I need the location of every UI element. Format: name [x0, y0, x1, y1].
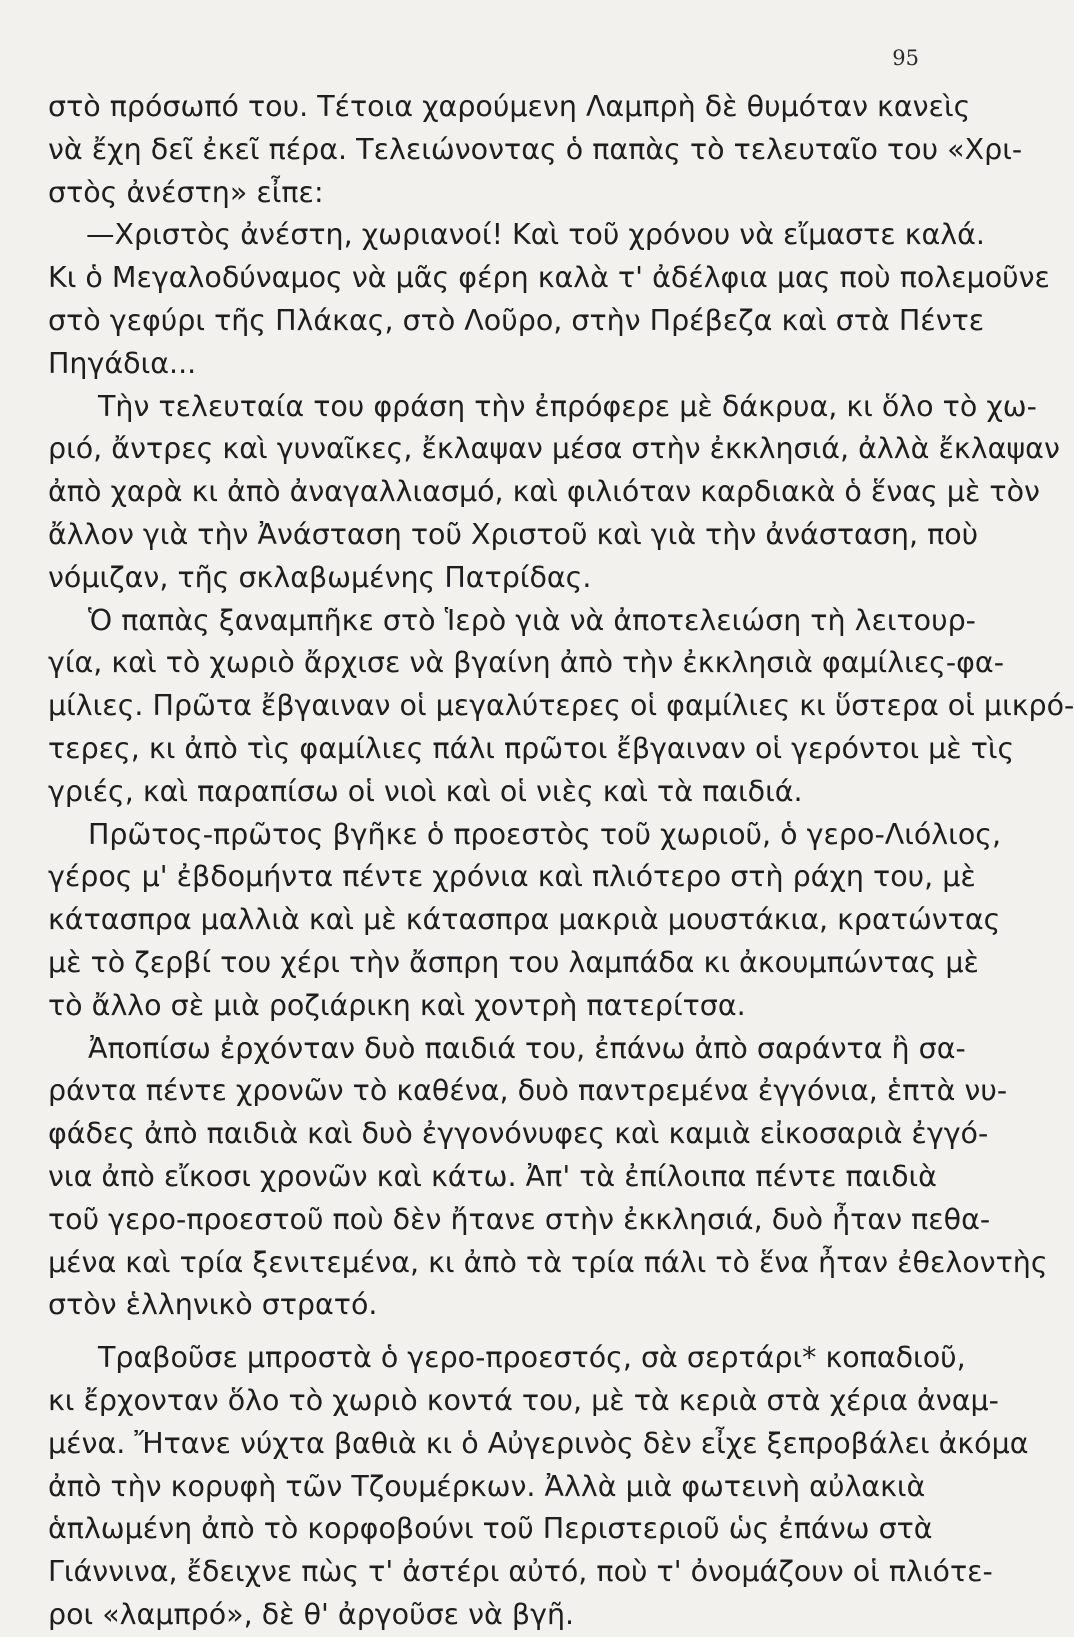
- text-line: γέρος μ' ἐβδομήντα πέντε χρόνια καὶ πλιότερο στὴ ράχη του, μὲ: [48, 860, 976, 894]
- text-line: μὲ τὸ ζερβί του χέρι τὴν ἄσπρη του λαμπάδα κι ἀκουμπώντας μὲ: [48, 945, 979, 979]
- text-line: τὸ ἄλλο σὲ μιὰ ροζιάρικη καὶ χοντρὴ πατερίτσα.: [48, 988, 746, 1022]
- text-line: κάτασπρα μαλλιὰ καὶ μὲ κάτασπρα μακριὰ μουστάκια, κρατώντας: [48, 903, 1001, 937]
- text-line: Ἀποπίσω ἐρχόνταν δυὸ παιδιά του, ἐπάνω ἀπὸ σαράντα ἢ σα-: [88, 1031, 966, 1065]
- text-line: ράντα πέντε χρονῶν τὸ καθένα, δυὸ παντρεμένα ἐγγόνια, ἑπτὰ νυ-: [48, 1074, 1008, 1108]
- text-line: Πηγάδια...: [48, 346, 197, 380]
- text-line: Κι ὁ Μεγαλοδύναμος νὰ μᾶς φέρη καλὰ τ' ἀδέλφια μας ποὺ πολεμοῦνε: [48, 261, 1050, 295]
- text-line: στὸ γεφύρι τῆς Πλάκας, στὸ Λοῦρο, στὴν Πρέβεζα καὶ στὰ Πέντε: [48, 303, 985, 337]
- text-line: στὸ πρόσωπό του. Τέτοια χαρούμενη Λαμπρὴ δὲ θυμόταν κανεὶς: [48, 90, 971, 123]
- text-line: ἀπὸ χαρὰ κι ἀπὸ ἀναγαλλιασμό, καὶ φιλιόταν καρδιακὰ ὁ ἕνας μὲ τὸν: [48, 475, 1040, 509]
- text-line: νὰ ἔχη δεῖ ἐκεῖ πέρα. Τελειώνοντας ὁ παπὰς τὸ τελευταῖο του «Χρι-: [48, 132, 1023, 166]
- text-line: Πρῶτος-πρῶτος βγῆκε ὁ προεστὸς τοῦ χωριοῦ, ὁ γερο-Λιόλιος,: [88, 817, 1002, 851]
- text-line: νια ἀπὸ εἴκοσι χρονῶν καὶ κάτω. Ἀπ' τὰ ἐπίλοιπα πέντε παιδιὰ: [48, 1159, 937, 1193]
- text-line: μίλιες. Πρῶτα ἔβγαιναν οἱ μεγαλύτερες οἱ φαμίλιες κι ὕστερα οἱ μικρό-: [48, 689, 1074, 723]
- text-line: φάδες ἀπὸ παιδιὰ καὶ δυὸ ἐγγονόνυφες καὶ καμιὰ εἰκοσαριὰ ἐγγό-: [48, 1117, 989, 1151]
- text-line: ριό, ἄντρες καὶ γυναῖκες, ἔκλαψαν μέσα στὴν ἐκκλησιά, ἀλλὰ ἔκλαψαν: [48, 432, 1060, 466]
- text-line: —Χριστὸς ἀνέστη, χωριανοί! Καὶ τοῦ χρόνου νὰ εἴμαστε καλά.: [86, 218, 985, 252]
- text-line: στὸν ἑλληνικὸ στρατό.: [48, 1288, 378, 1322]
- text-line: Γιάννινα, ἔδειχνε πὼς τ' ἀστέρι αὐτό, ποὺ τ' ὀνομάζουν οἱ πλιότε-: [48, 1555, 993, 1589]
- text-line: νόμιζαν, τῆς σκλαβωμένης Πατρίδας.: [48, 560, 592, 594]
- text-line: τοῦ γερο-προεστοῦ ποὺ δὲν ἤτανε στὴν ἐκκλησιά, δυὸ ἦταν πεθα-: [48, 1202, 991, 1236]
- body-text: [48, 86, 1074, 1637]
- text-line: μένα. Ἤτανε νύχτα βαθιὰ κι ὁ Αὐγερινὸς δὲν εἶχε ξεπροβάλει ἀκόμα: [48, 1426, 1029, 1460]
- text-line: Ὁ παπὰς ξαναμπῆκε στὸ Ἱερὸ γιὰ νὰ ἀποτελειώση τὴ λειτουρ-: [88, 603, 976, 637]
- text-line: γία, καὶ τὸ χωριὸ ἄρχισε νὰ βγαίνη ἀπὸ τὴν ἐκκλησιὰ φαμίλιες-φα-: [48, 646, 1005, 680]
- text-line: ἀπὸ τὴν κορυφὴ τῶν Τζουμέρκων. Ἀλλὰ μιὰ φωτεινὴ αὐλακιὰ: [48, 1469, 926, 1503]
- text-line: Τὴν τελευταία του φράση τὴν ἐπρόφερε μὲ δάκρυα, κι ὅλο τὸ χω-: [98, 389, 1037, 423]
- text-line: τερες, κι ἀπὸ τὶς φαμίλιες πάλι πρῶτοι ἔβγαιναν οἱ γερόντοι μὲ τὶς: [48, 731, 1015, 765]
- text-line: στὸς ἀνέστη» εἶπε:: [48, 175, 324, 209]
- text-line: κι ἔρχονταν ὅλο τὸ χωριὸ κοντά του, μὲ τὰ κεριὰ στὰ χέρια ἀναμ-: [48, 1383, 999, 1417]
- text-line: Τραβοῦσε μπροστὰ ὁ γερο-προεστός, σὰ σερτάρι* κοπαδιοῦ,: [98, 1341, 966, 1375]
- text-line: μένα καὶ τρία ξενιτεμένα, κι ἀπὸ τὰ τρία πάλι τὸ ἕνα ἦταν ἐθελοντὴς: [48, 1245, 1048, 1279]
- text-line: γριές, καὶ παραπίσω οἱ νιοὶ καὶ οἱ νιὲς καὶ τὰ παιδιά.: [48, 774, 803, 808]
- text-line: ροι «λαμπρό», δὲ θ' ἀργοῦσε νὰ βγῆ.: [48, 1597, 575, 1631]
- text-line: ἄλλον γιὰ τὴν Ἀνάσταση τοῦ Χριστοῦ καὶ γιὰ τὴν ἀνάσταση, ποὺ: [48, 517, 979, 551]
- page-number: 95: [892, 46, 919, 70]
- text-line: ἁπλωμένη ἀπὸ τὸ κορφοβούνι τοῦ Περιστεριοῦ ὡς ἐπάνω στὰ: [48, 1512, 933, 1546]
